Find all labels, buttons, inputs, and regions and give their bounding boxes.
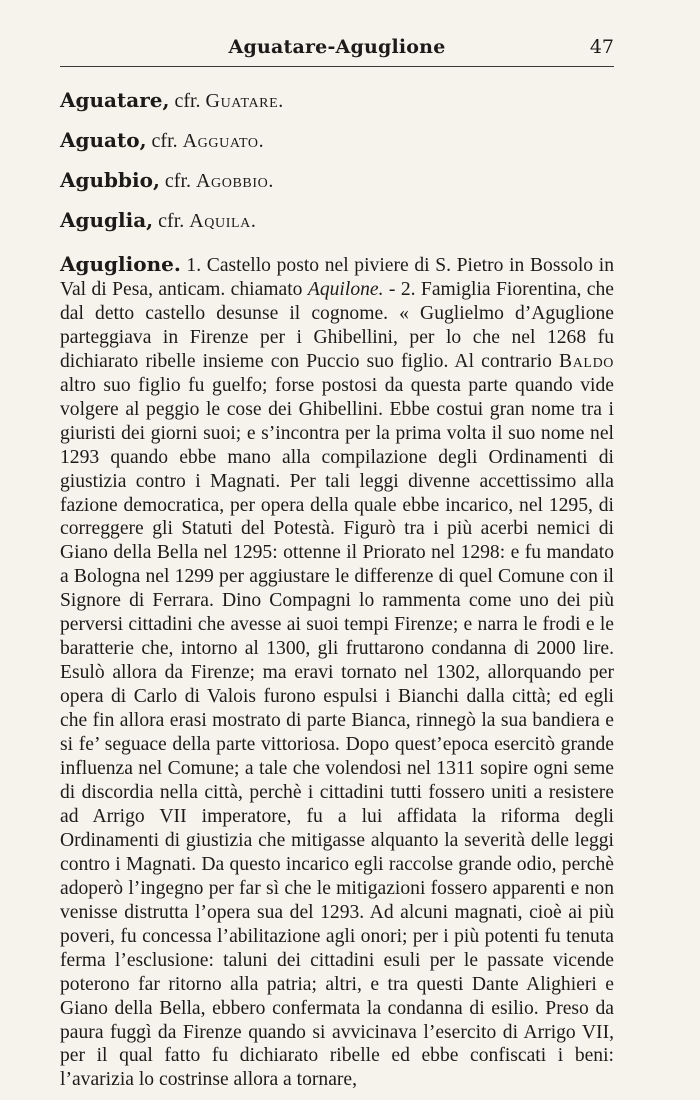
entry-headword: Aguato, xyxy=(60,128,147,152)
italic-term: Aquilone. xyxy=(307,278,384,300)
entry-agubbio xyxy=(60,166,614,206)
entry-aguato xyxy=(60,126,614,166)
entry-aguglione xyxy=(60,253,614,1092)
smallcaps-name: Baldo xyxy=(559,350,614,372)
cross-reference-target: Agobbio. xyxy=(196,170,274,192)
entry-headword: Agubbio, xyxy=(60,168,160,192)
entry-body xyxy=(60,253,614,1092)
cross-reference-marker: cfr. xyxy=(174,90,201,112)
running-head xyxy=(60,32,614,67)
entry-text: altro suo figlio fu guelfo; forse postosi da questa parte quando vide volgere al peggio le cose dei Ghibellini. Ebbe costui gran nome tra i giuristi dei giorni suoi; e s’incontra per la prima volta il suo nome nel 1293 quando ebbe mano alla compilazione degli Ordinamenti di giustizia contro i Magnati. Per tali leggi divenne accettissimo alla fazione democratica, per opera della quale ebbe incarico, nel 1295, di correggere gli Statuti del Potestà. Figurò tra i più acerbi nemici di Giano della Bella nel 1295: ottenne il Priorato nel 1298: e fu mandato a Bologna nel 1299 per aggiustare le differenze di quel Comune con il Signore di Ferrara. Dino Compagni lo rammenta come uno dei più perversi cittadini che avesse ai suoi tempi Firenze; e narra le frodi e le baratterie che, intorno al 1300, gli fruttarono condanna di 2000 lire. Esulò allora da Firenze; ma eravi tornato nel 1302, allorquando per opera di Carlo di Valois furono espulsi i Bianchi dalla città; ed egli che fin allora erasi mostrato di parte Bianca, rinnegò la sua bandiera e si fe’ seguace della parte vittoriosa. Dopo quest’epoca esercitò grande influenza nel Comune; a tale che volendosi nel 1311 sopire ogni seme di discordia nella città, perchè i cittadini tutti fossero uniti a resistere ad Arrigo VII imperatore, fu a lui affidata la riforma degli Ordinamenti di giustizia che mitigasse alquanto la severità delle leggi contro i Magnati. Da questo incarico egli raccolse grande odio, perchè adoperò l’ingegno per far sì che le mitigazioni fossero apparenti e non venisse distrutta l’opera sua del 1293. Ad alcuni magnati, cioè ai più poveri, fu concessa l’abilitazione agli onori; per i più potenti fu tenuta ferma l’esclusione: taluni dei cittadini esuli per le passate vicende poterono far ritorno alla patria; altri, e tra questi Dante Alighieri e Giano della Bella, ebbero confermata la condanna di esilio. Preso da paura fuggì da Firenze quando si avvicinava l’esercito di Arrigo VII, per il qual fatto fu dichiarato ribelle ed ebbe confiscati i beni: l’avarizia lo costrinse allora a tornare, xyxy=(60,374,614,1091)
cross-reference-marker: cfr. xyxy=(158,210,185,232)
entry-headword: Aguglia, xyxy=(60,208,154,232)
page-number: 47 xyxy=(589,36,614,58)
entries xyxy=(60,86,614,1092)
entry-headword: Aguatare, xyxy=(60,88,170,112)
cross-reference-target: Guatare. xyxy=(205,90,284,112)
cross-reference-marker: cfr. xyxy=(164,170,192,192)
running-title: Aguatare-Aguglione xyxy=(228,36,446,58)
cross-reference-marker: cfr. xyxy=(151,130,178,152)
cross-reference-target: Agguato. xyxy=(182,130,265,152)
entry-text: 1. Castello posto nel piviere di S. Pietro in Bossolo in Val di Pesa, anticam. chiamato xyxy=(60,255,614,300)
entry-text: - 2. Famiglia Fiorentina, che dal detto castello desunse il cognome. « Guglielmo d’Aguglione parteggiava in Firenze per i Ghibellini, per lo che nel 1268 fu dichiarato ribelle insieme con Puccio suo figlio. Al contrario xyxy=(60,278,614,372)
cross-reference-target: Aquila. xyxy=(189,210,257,232)
entry-aguglia xyxy=(60,206,614,246)
entry-headword: Aguglione. xyxy=(60,252,181,276)
entry-aguatare xyxy=(60,86,614,126)
